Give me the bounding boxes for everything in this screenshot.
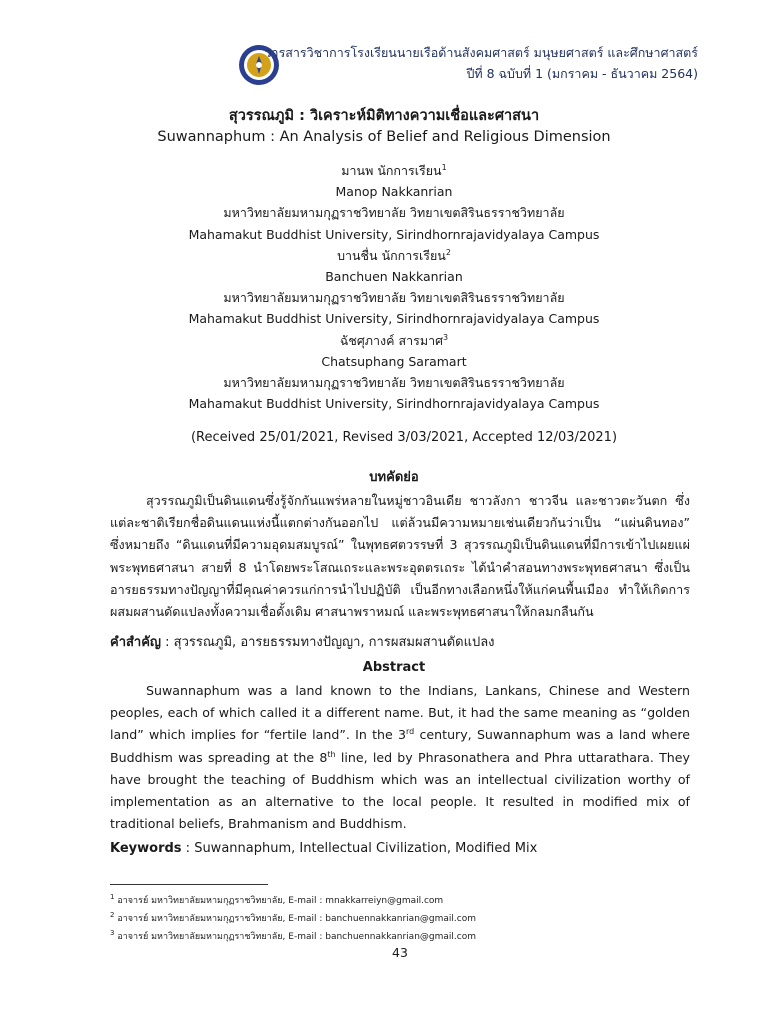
footnotes bbox=[110, 892, 476, 946]
author-name-th: บานชื่น นักการเรียน$^2$ bbox=[337, 247, 451, 263]
received-dates: (Received 25/01/2021, Revised 3/03/2021, Accepted 12/03/2021) bbox=[190, 430, 618, 445]
author-name-en: Manop Nakkanrian bbox=[335, 184, 453, 200]
abstract-english-heading: Abstract bbox=[362, 660, 426, 675]
author-name-th: มานพ นักการเรียน$^1$ bbox=[341, 162, 447, 178]
author-block bbox=[0, 160, 768, 414]
paper-title-thai: สุวรรณภูมิ : วิเคราะห์มิติทางความเชื่อและศาสนา bbox=[228, 108, 540, 124]
journal-header bbox=[238, 38, 698, 88]
keywords-english: Keywords : Suwannaphum, Intellectual Civilization, Modified Mix bbox=[110, 841, 538, 856]
author-affiliation-th: มหาวิทยาลัยมหามกุฏราชวิทยาลัย วิทยาเขตสิรินธรราชวิทยาลัย bbox=[223, 375, 565, 391]
author-affiliation-th: มหาวิทยาลัยมหามกุฏราชวิทยาลัย วิทยาเขตสิรินธรราชวิทยาลัย bbox=[223, 205, 565, 221]
journal-title: วารสารวิชาการโรงเรียนนายเรือด้านสังคมศาสตร์ มนุษยศาสตร์ และศึกษาศาสตร์ bbox=[264, 45, 698, 60]
abstract-thai-heading: บทคัดย่อ bbox=[369, 470, 419, 485]
keywords-thai: คำสำคัญ : สุวรรณภูมิ, อารยธรรมทางปัญญา, การผสมผสานดัดแปลง bbox=[110, 635, 495, 650]
author-name-en: Banchuen Nakkanrian bbox=[325, 269, 463, 285]
author-name-en: Chatsuphang Saramart bbox=[321, 353, 467, 369]
author-affiliation-en: Mahamakut Buddhist University, Sirindhornrajavidyalaya Campus bbox=[188, 226, 600, 242]
page-number: 43 bbox=[392, 945, 408, 960]
footnote-divider bbox=[110, 884, 268, 885]
author-affiliation-th: มหาวิทยาลัยมหามกุฏราชวิทยาลัย วิทยาเขตสิรินธรราชวิทยาลัย bbox=[223, 290, 565, 306]
journal-issue: ปีที่ 8 ฉบับที่ 1 (มกราคม - ธันวาคม 2564) bbox=[466, 66, 698, 81]
footnote-item: $^2$ อาจารย์ มหาวิทยาลัยมหามกุฏราชวิทยาลัย, E-mail : banchuennakkanrian@gmail.com bbox=[110, 911, 476, 924]
abstract-english-body: Suwannaphum was a land known to the Indians, Lankans, Chinese and Western peoples, each of which called it a different name. But, it had the same meaning as “golden land” which implies for “fertile land”. In the 3rd century, Suwannaphum was a land where Buddhism was spreading at the 8th line, led by Phrasonathera and Phra uttarathara. They have brought the teaching of Buddhism which was an intellectual civilization worthy of implementation as an alternative to the local people. It resulted in modified mix of traditional beliefs, Brahmanism and Buddhism. bbox=[110, 683, 691, 832]
author-affiliation-en: Mahamakut Buddhist University, Sirindhornrajavidyalaya Campus bbox=[188, 396, 600, 412]
abstract-thai-body: สุวรรณภูมิเป็นดินแดนซึ่งรู้จักกันแพร่หลายในหมู่ชาวอินเดีย ชาวลังกา ชาวจีน และชาวตะวันตก ซึ่งแต่ละชาติเรียกชื่อดินแดนแห่งนี้แตกต่างกันออกไป แต่ล้วนมีความหมายเช่นเดียวกันว่าเป็น “แผ่นดินทอง” ซึ่งหมายถึง “ดินแดนที่มีความอุดมสมบูรณ์” ในพุทธศตวรรษที่ 3 สุวรรณภูมิเป็นดินแดนที่มีการเข้าไปเผยแผ่พระพุทธศาสนา สายที่ 8 นำโดยพระโสณเถระและพระอุตตรเถระ ได้นำคำสอนทางพระพุทธศาสนา ซึ่งเป็นอารยธรรมทางปัญญาที่มีคุณค่าควรแก่การนำไปปฏิบัติ เป็นอีกทางเลือกหนึ่งให้แก่คนพื้นเมือง ทำให้เกิดการผสมผสานดัดแปลงทั้งความเชื่อดั้งเดิม ศาสนาพราหมณ์ และพระพุทธศาสนาให้กลมกลืนกัน bbox=[110, 493, 690, 620]
footnote-item: $^3$ อาจารย์ มหาวิทยาลัยมหามกุฏราชวิทยาลัย, E-mail : banchuennakkanrian@gmail.com bbox=[110, 929, 476, 942]
paper-title-english: Suwannaphum : An Analysis of Belief and Religious Dimension bbox=[157, 129, 611, 145]
author-name-th: ฉัชศุภางค์ สารมาศ$^3$ bbox=[339, 332, 449, 348]
footnote-item: $^1$ อาจารย์ มหาวิทยาลัยมหามกุฏราชวิทยาลัย, E-mail : mnakkarreiyn@gmail.com bbox=[110, 893, 444, 906]
author-affiliation-en: Mahamakut Buddhist University, Sirindhornrajavidyalaya Campus bbox=[188, 311, 600, 327]
